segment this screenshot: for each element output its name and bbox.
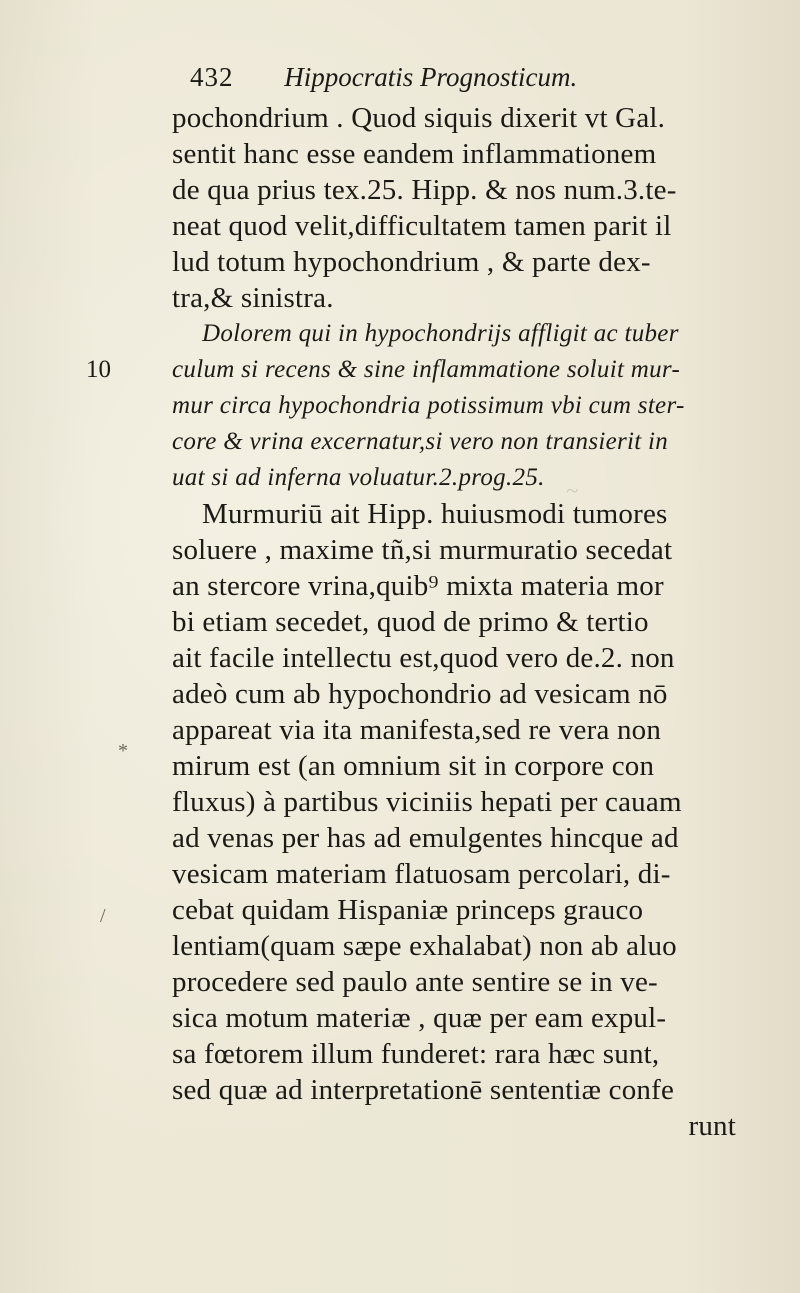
text-line: de qua prius tex.25. Hipp. & nos num.3.te- [172,174,677,206]
margin-line-number: 10 [86,356,111,383]
show-through-ink: ~ [566,478,578,503]
text-line: soluere , maxime tñ,si murmuratio secedat [172,534,673,566]
italic-text-line: Dolorem qui in hypochondrijs affligit ac tuber [202,320,679,347]
text-line: pochondrium . Quod siquis dixerit vt Gal. [172,102,666,134]
text-line: vesicam materiam flatuosam percolari, di- [172,858,671,890]
text-line: adeò cum ab hypochondrio ad vesicam nō [172,678,668,710]
text-line: lentiam(quam sæpe exhalabat) non ab aluo [172,930,677,962]
italic-text-line: mur circa hypochondria potissimum vbi cum ster- [172,392,685,419]
text-line: bi etiam secedet, quod de primo & tertio [172,606,649,638]
italic-text-line: culum si recens & sine inflammatione soluit mur- [172,356,681,383]
italic-text-line: uat si ad inferna voluatur.2.prog.25. [172,464,545,491]
italic-text-line: core & vrina excernatur,si vero non transierit in [172,428,669,455]
catchword: runt [688,1110,736,1142]
ink-speck: / [100,905,106,927]
ink-speck: * [118,740,128,762]
text-line: ad venas per has ad emulgentes hincque ad [172,822,679,854]
text-line: Murmuriū ait Hipp. huiusmodi tumores [202,498,668,530]
text-line: tra,& sinistra. [172,282,334,314]
text-line: sa fœtorem illum funderet: rara hæc sunt, [172,1038,660,1070]
text-line: sica motum materiæ , quæ per eam expul- [172,1002,667,1034]
running-head [190,62,577,93]
text-line: mirum est (an omnium sit in corpore con [172,750,655,782]
body-text [172,100,772,1144]
text-line: sed quæ ad interpretationē sententiæ confe [172,1074,675,1106]
text-line: an stercore vrina,quib⁹ mixta materia mor [172,570,664,602]
text-line: ait facile intellectu est,quod vero de.2. non [172,642,675,674]
text-line: procedere sed paulo ante sentire se in ve- [172,966,658,998]
text-line: neat quod velit,difficultatem tamen parit il [172,210,672,242]
text-line: appareat via ita manifesta,sed re vera non [172,714,662,746]
text-line: cebat quidam Hispaniæ princeps grauco [172,894,644,926]
text-line: lud totum hypochondrium , & parte dex- [172,246,651,278]
page-number: 432 [190,62,234,92]
running-title: Hippocratis Prognosticum. [284,62,578,92]
text-line: sentit hanc esse eandem inflammationem [172,138,657,170]
text-line: fluxus) à partibus viciniis hepati per cauam [172,786,682,818]
